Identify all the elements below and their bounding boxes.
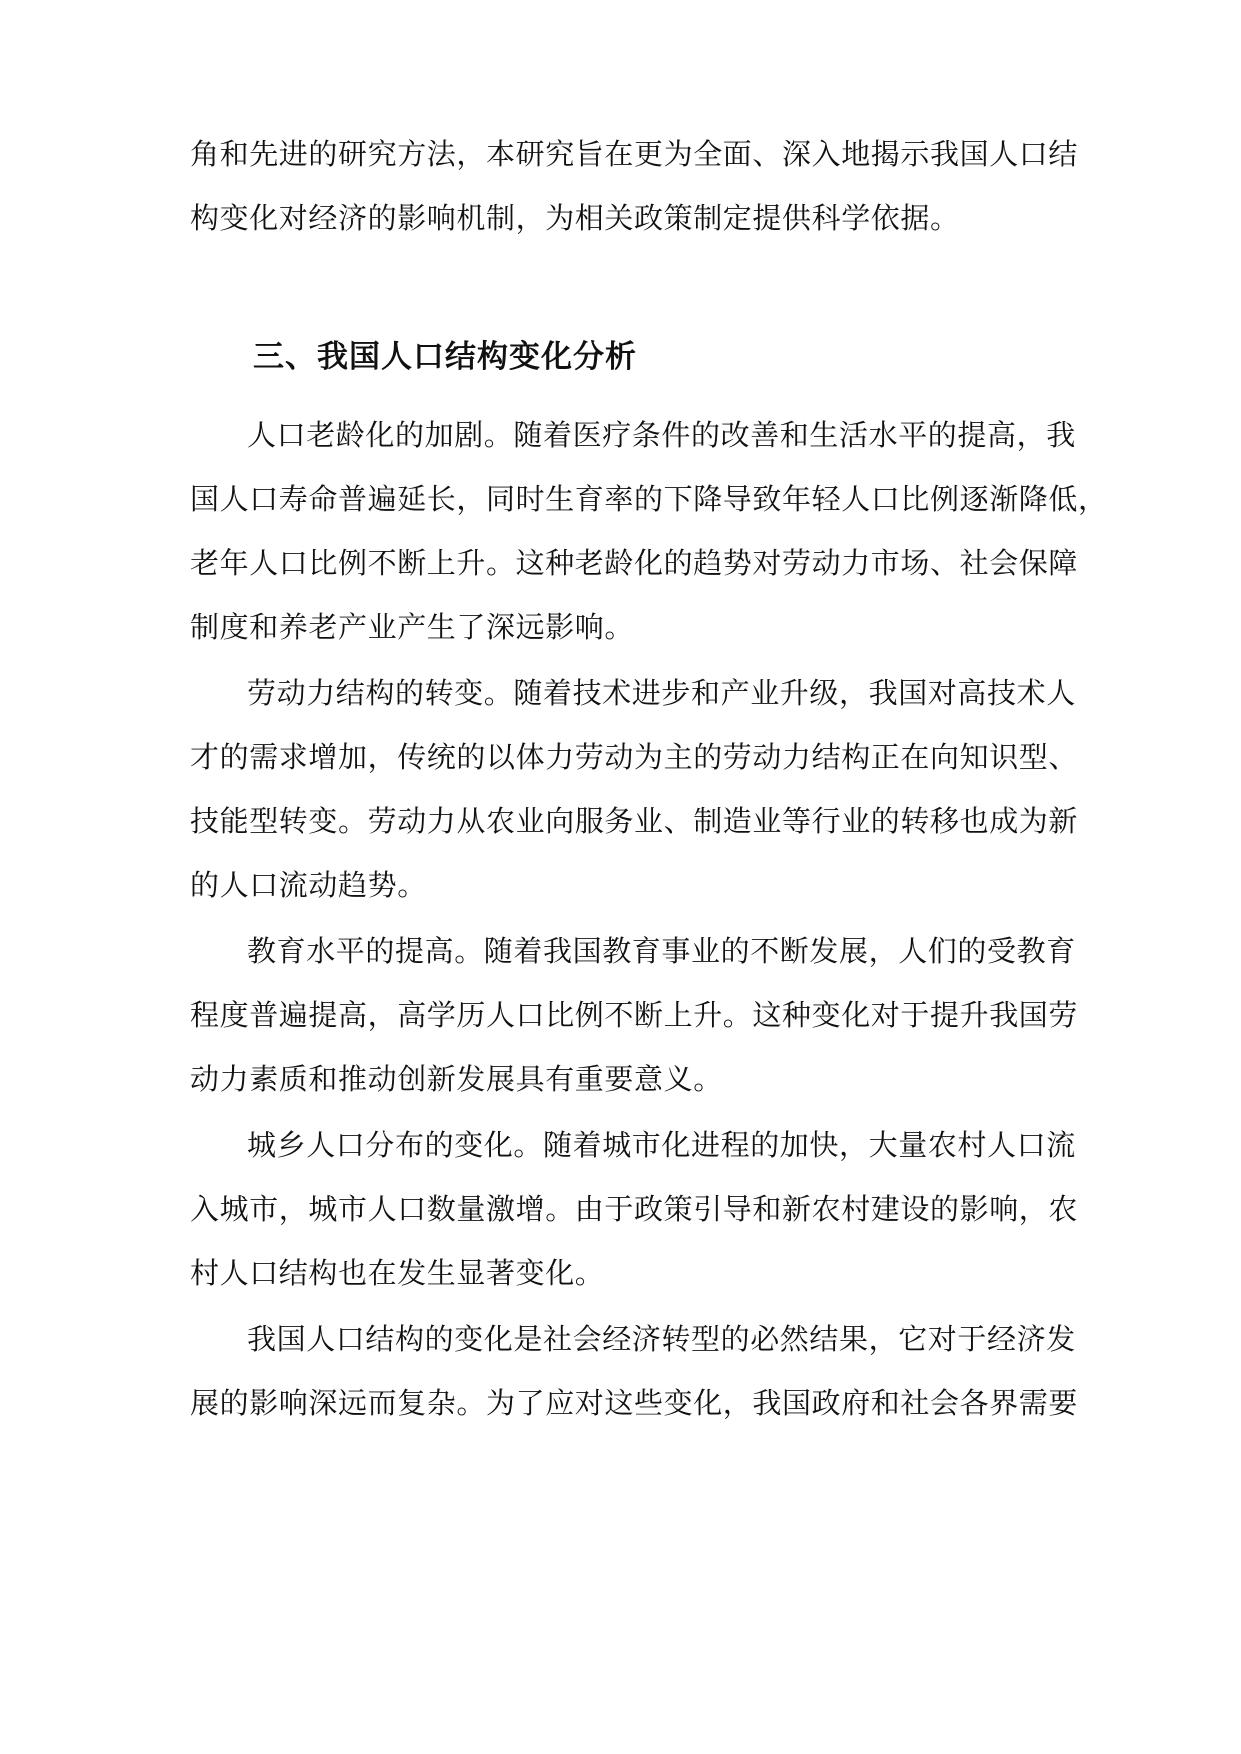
paragraph-line: 的人口流动趋势。 <box>190 868 427 902</box>
paragraph-line: 技能型转变。劳动力从农业向服务业、制造业等行业的转移也成为新 <box>190 804 1079 838</box>
paragraph-line: 入城市，城市人口数量激增。由于政策引导和新农村建设的影响，农 <box>190 1192 1079 1226</box>
paragraph-line: 老年人口比例不断上升。这种老龄化的趋势对劳动力市场、社会保障 <box>190 546 1079 580</box>
paragraph-line: 动力素质和推动创新发展具有重要意义。 <box>190 1062 723 1096</box>
intro-line: 构变化对经济的影响机制，为相关政策制定提供科学依据。 <box>190 201 960 235</box>
paragraph-line: 人口老龄化的加剧。随着医疗条件的改善和生活水平的提高，我 <box>247 418 1076 452</box>
paragraph-line: 国人口寿命普遍延长，同时生育率的下降导致年轻人口比例逐渐降低， <box>190 482 1108 516</box>
intro-line: 角和先进的研究方法，本研究旨在更为全面、深入地揭示我国人口结 <box>190 137 1079 171</box>
paragraph-line: 程度普遍提高，高学历人口比例不断上升。这种变化对于提升我国劳 <box>190 998 1079 1032</box>
paragraph-line: 村人口结构也在发生显著变化。 <box>190 1256 605 1290</box>
paragraph-line: 城乡人口分布的变化。随着城市化进程的加快，大量农村人口流 <box>247 1128 1076 1162</box>
paragraph-line: 劳动力结构的转变。随着技术进步和产业升级，我国对高技术人 <box>247 676 1076 710</box>
paragraph-line: 展的影响深远而复杂。为了应对这些变化，我国政府和社会各界需要 <box>190 1386 1079 1420</box>
paragraph-line: 制度和养老产业产生了深远影响。 <box>190 610 635 644</box>
paragraph-line: 教育水平的提高。随着我国教育事业的不断发展，人们的受教育 <box>247 934 1076 968</box>
section-heading: 三、我国人口结构变化分析 <box>253 339 637 375</box>
paragraph-line: 才的需求增加，传统的以体力劳动为主的劳动力结构正在向知识型、 <box>190 740 1079 774</box>
paragraph-line: 我国人口结构的变化是社会经济转型的必然结果，它对于经济发 <box>247 1322 1076 1356</box>
